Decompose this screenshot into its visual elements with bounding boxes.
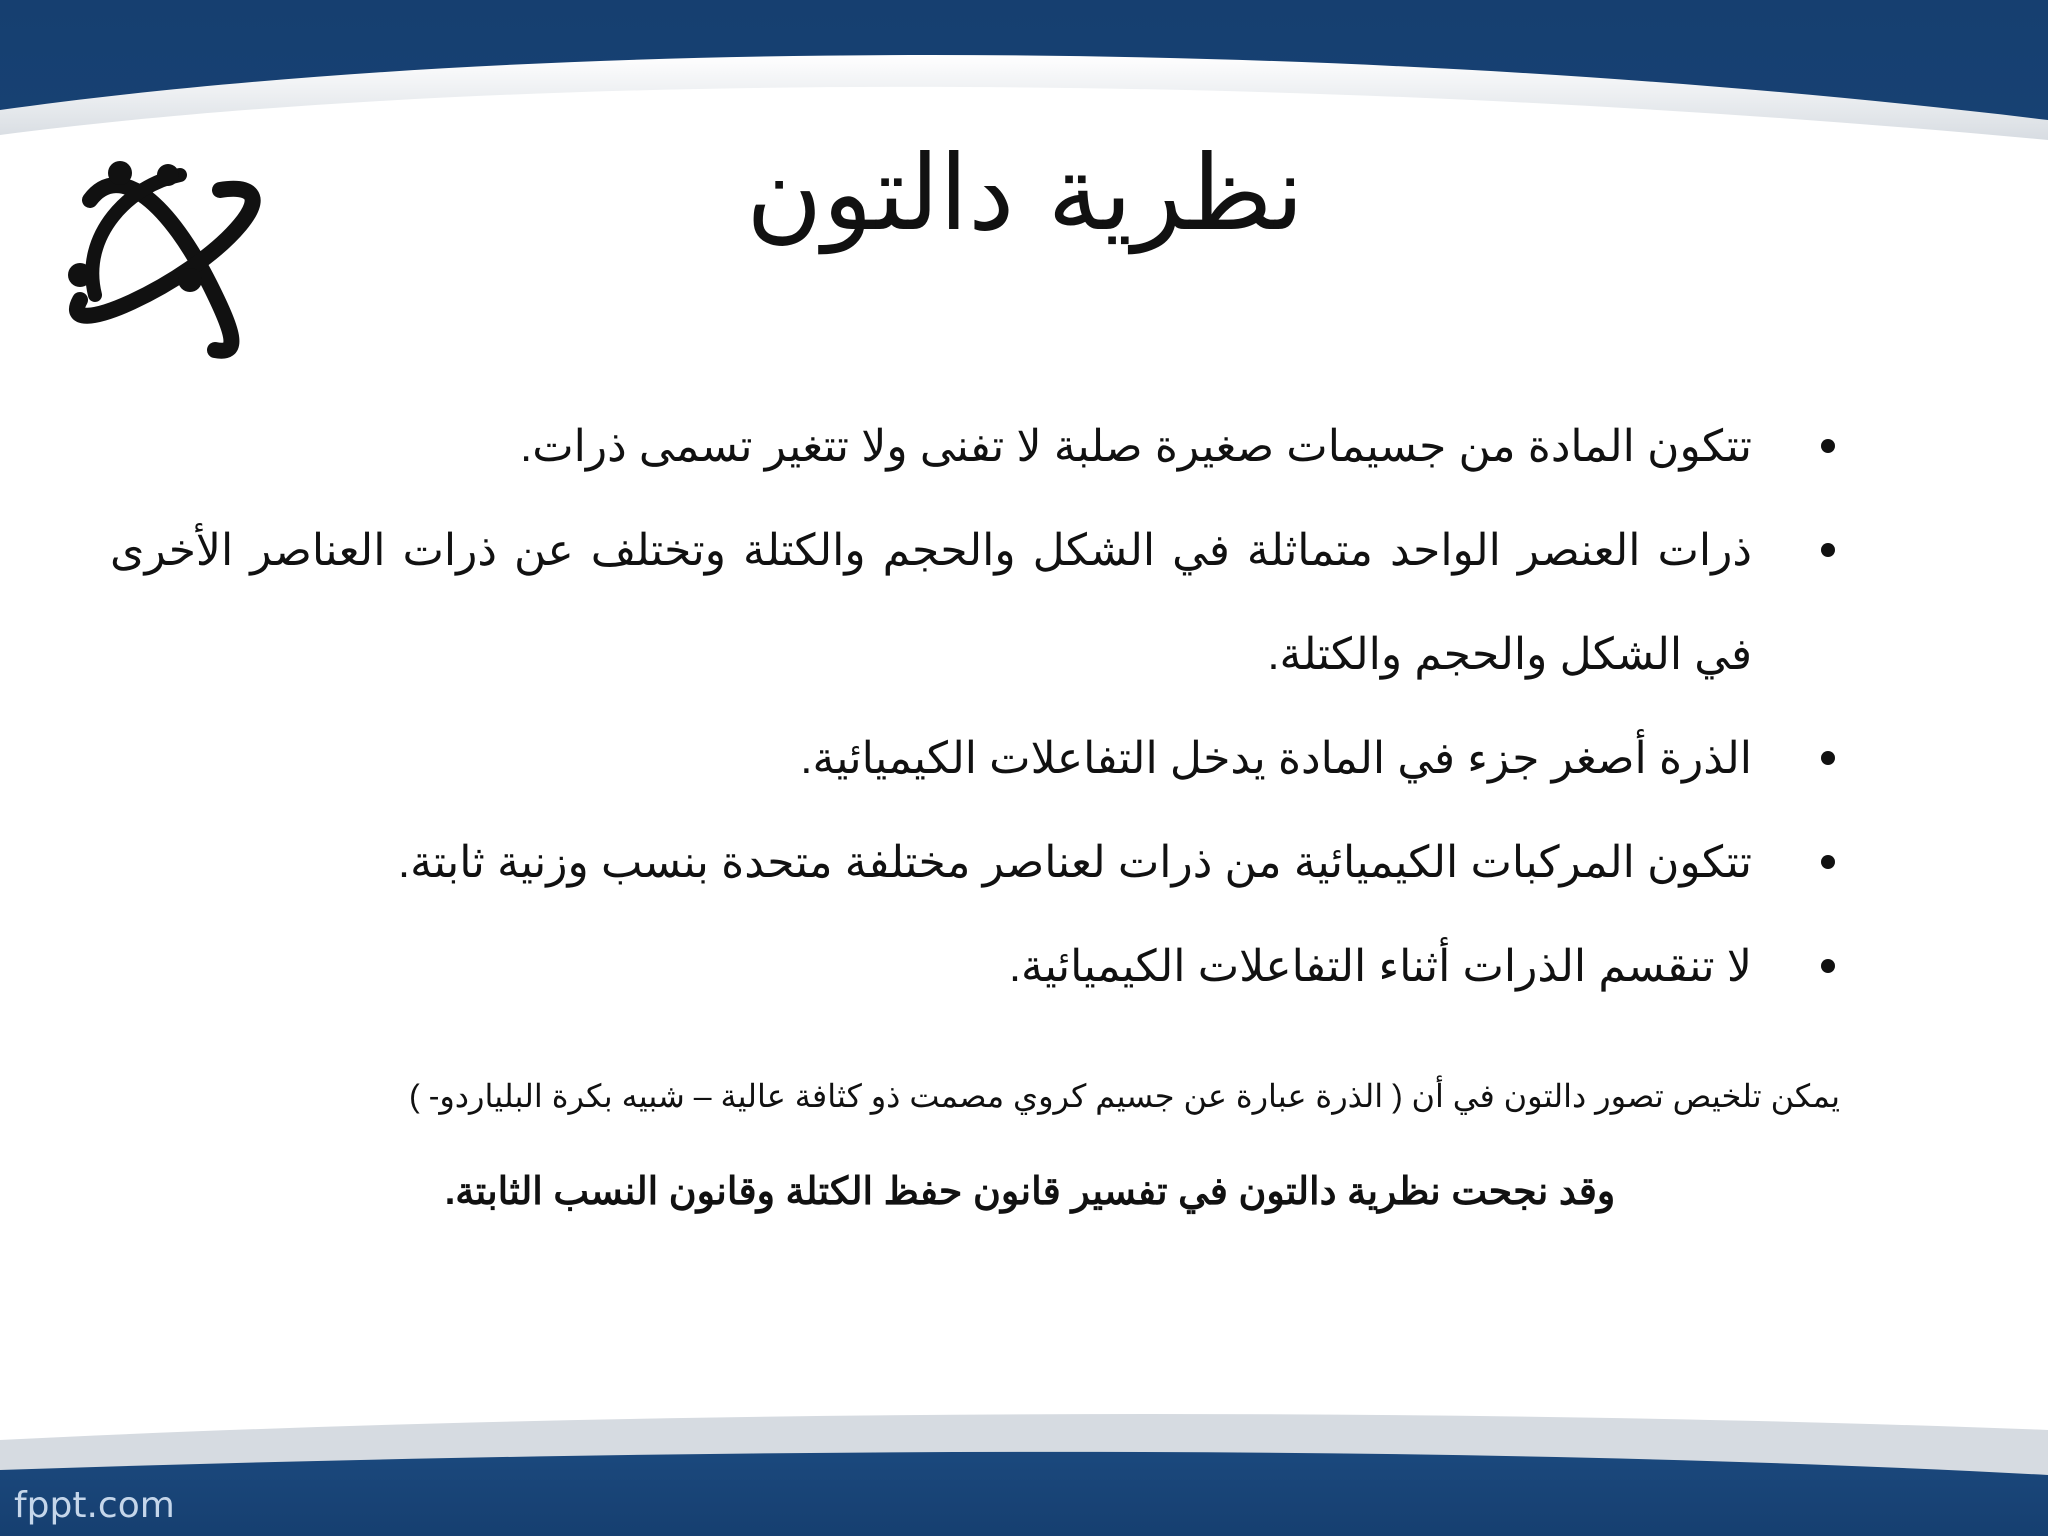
bullet-text: لا تنقسم الذرات أثناء التفاعلات الكيميائية. [1008, 942, 1752, 991]
bullet-dot [1821, 543, 1835, 557]
slide-title: نظرية دالتون [746, 132, 1304, 254]
bullet-text: الذرة أصغر جزء في المادة يدخل التفاعلات الكيميائية. [800, 734, 1752, 783]
bullet-item [110, 915, 1950, 1019]
bullet-list [110, 395, 1950, 1019]
bullet-item [110, 707, 1950, 811]
bullet-item [110, 395, 1950, 499]
watermark: fppt.com [14, 1485, 175, 1526]
bullet-item [110, 811, 1950, 915]
bullet-dot [1821, 959, 1835, 973]
bullet-text: تتكون المركبات الكيميائية من ذرات لعناصر مختلفة متحدة بنسب وزنية ثابتة. [397, 838, 1752, 887]
bullet-item [110, 499, 1950, 707]
bullet-text: تتكون المادة من جسيمات صغيرة صلبة لا تفنى ولا تتغير تسمى ذرات. [519, 422, 1752, 471]
conclusion-text: وقد نجحت نظرية دالتون في تفسير قانون حفظ الكتلة وقانون النسب الثابتة. [444, 1171, 1616, 1213]
summary-text: يمكن تلخيص تصور دالتون في أن ( الذرة عبارة عن جسيم كروي مصمت ذو كثافة عالية – شبيه بكرة البلياردو- ) [409, 1078, 1840, 1114]
bullet-dot [1821, 439, 1835, 453]
atom-icon [50, 145, 270, 365]
bullet-dot [1821, 751, 1835, 765]
bullet-dot [1821, 855, 1835, 869]
bullet-text: ذرات العنصر الواحد متماثلة في الشكل والحجم والكتلة وتختلف عن ذرات العناصر الأخرى في الشكل والحجم والكتلة. [110, 526, 1752, 679]
